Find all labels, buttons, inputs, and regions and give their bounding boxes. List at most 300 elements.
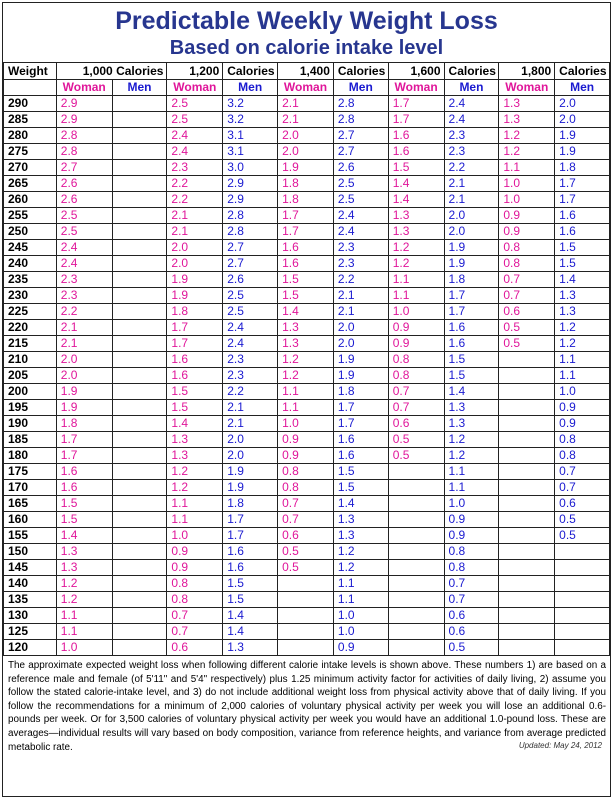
weight-cell: 195: [4, 400, 57, 416]
men-cell: 2.5: [223, 288, 278, 304]
woman-cell: 0.7: [388, 400, 444, 416]
men-cell: 2.1: [333, 288, 388, 304]
woman-cell: 2.5: [56, 224, 112, 240]
men-cell: 1.6: [444, 336, 499, 352]
weight-cell: 220: [4, 320, 57, 336]
woman-cell: 1.5: [167, 400, 223, 416]
men-cell: [112, 256, 167, 272]
woman-cell: [388, 624, 444, 640]
woman-cell: [499, 576, 555, 592]
men-cell: 2.1: [223, 400, 278, 416]
woman-cell: [278, 576, 334, 592]
table-row: [4, 128, 610, 144]
men-cell: [555, 592, 610, 608]
woman-cell: 0.9: [499, 224, 555, 240]
men-cell: [112, 160, 167, 176]
woman-cell: 1.3: [388, 224, 444, 240]
table-row: [4, 592, 610, 608]
men-cell: 0.6: [444, 608, 499, 624]
woman-header: Woman: [278, 80, 334, 96]
men-cell: 1.8: [333, 384, 388, 400]
men-cell: 2.2: [223, 384, 278, 400]
woman-cell: 1.7: [388, 96, 444, 112]
woman-cell: [499, 480, 555, 496]
men-cell: [112, 608, 167, 624]
men-cell: [112, 400, 167, 416]
woman-cell: 2.3: [167, 160, 223, 176]
woman-cell: 1.4: [56, 528, 112, 544]
woman-cell: 1.3: [499, 112, 555, 128]
men-header: Men: [112, 80, 167, 96]
woman-cell: 1.3: [388, 208, 444, 224]
men-cell: 0.8: [444, 544, 499, 560]
men-cell: [112, 96, 167, 112]
men-cell: 1.1: [555, 368, 610, 384]
woman-cell: 1.9: [278, 160, 334, 176]
table-row: [4, 256, 610, 272]
men-cell: 0.8: [555, 448, 610, 464]
woman-cell: 1.5: [167, 384, 223, 400]
men-cell: 1.6: [444, 320, 499, 336]
woman-cell: [278, 608, 334, 624]
men-cell: 1.5: [333, 464, 388, 480]
woman-cell: [278, 640, 334, 656]
woman-cell: 2.0: [278, 128, 334, 144]
table-row: [4, 416, 610, 432]
woman-cell: 1.6: [56, 464, 112, 480]
woman-cell: 1.6: [388, 128, 444, 144]
woman-cell: 1.5: [278, 272, 334, 288]
men-cell: 1.1: [333, 576, 388, 592]
men-cell: 1.1: [444, 464, 499, 480]
men-cell: [555, 544, 610, 560]
woman-cell: 2.8: [56, 144, 112, 160]
weight-cell: 120: [4, 640, 57, 656]
woman-cell: 0.9: [278, 432, 334, 448]
men-cell: 2.1: [223, 416, 278, 432]
men-cell: 0.9: [555, 400, 610, 416]
men-cell: 2.0: [444, 208, 499, 224]
woman-header: Woman: [499, 80, 555, 96]
woman-cell: 1.5: [278, 288, 334, 304]
woman-cell: 1.3: [56, 560, 112, 576]
woman-cell: [388, 480, 444, 496]
men-cell: 1.3: [555, 304, 610, 320]
woman-cell: 1.3: [278, 320, 334, 336]
men-cell: [112, 464, 167, 480]
men-cell: 1.5: [555, 256, 610, 272]
men-cell: 1.7: [333, 416, 388, 432]
woman-cell: 2.6: [56, 176, 112, 192]
men-cell: [555, 624, 610, 640]
woman-cell: 0.6: [278, 528, 334, 544]
men-cell: 3.1: [223, 128, 278, 144]
men-cell: 1.5: [444, 352, 499, 368]
table-row: [4, 560, 610, 576]
weight-cell: 150: [4, 544, 57, 560]
table-row: [4, 144, 610, 160]
weight-cell: 290: [4, 96, 57, 112]
men-cell: 2.5: [223, 304, 278, 320]
woman-cell: 2.2: [167, 192, 223, 208]
men-cell: [112, 176, 167, 192]
level-header: 1,200: [167, 63, 223, 80]
table-row: [4, 112, 610, 128]
level-header: 1,800: [499, 63, 555, 80]
men-cell: 1.4: [555, 272, 610, 288]
table-row: [4, 208, 610, 224]
men-cell: 1.4: [223, 608, 278, 624]
woman-cell: [499, 384, 555, 400]
table-row: [4, 336, 610, 352]
men-cell: 2.7: [333, 144, 388, 160]
men-cell: 1.4: [333, 496, 388, 512]
woman-cell: 2.1: [278, 96, 334, 112]
woman-cell: 1.0: [56, 640, 112, 656]
woman-cell: 0.6: [167, 640, 223, 656]
men-cell: [112, 128, 167, 144]
woman-cell: 1.2: [56, 576, 112, 592]
woman-cell: [388, 640, 444, 656]
men-cell: 1.2: [555, 336, 610, 352]
woman-cell: 2.7: [56, 160, 112, 176]
weight-cell: 145: [4, 560, 57, 576]
weight-cell: 280: [4, 128, 57, 144]
men-cell: 1.8: [444, 272, 499, 288]
men-cell: [555, 608, 610, 624]
men-cell: [112, 112, 167, 128]
men-cell: 2.2: [333, 272, 388, 288]
table-row: [4, 96, 610, 112]
men-cell: 1.7: [444, 304, 499, 320]
table-row: [4, 576, 610, 592]
weight-cell: 215: [4, 336, 57, 352]
woman-cell: 1.7: [388, 112, 444, 128]
woman-cell: 2.3: [56, 288, 112, 304]
men-cell: 1.7: [223, 512, 278, 528]
woman-cell: 0.5: [388, 448, 444, 464]
weight-cell: 185: [4, 432, 57, 448]
men-cell: [555, 560, 610, 576]
page-subtitle: Based on calorie intake level: [169, 37, 444, 59]
men-cell: 0.6: [555, 496, 610, 512]
weight-loss-table: [3, 62, 610, 656]
men-cell: [112, 240, 167, 256]
men-cell: [112, 480, 167, 496]
weight-loss-sheet: [2, 2, 611, 797]
woman-cell: 2.4: [56, 256, 112, 272]
men-cell: [112, 544, 167, 560]
men-cell: 2.8: [223, 224, 278, 240]
weight-header: Weight: [4, 63, 57, 80]
men-cell: 1.1: [555, 352, 610, 368]
woman-cell: [388, 592, 444, 608]
woman-cell: 1.3: [278, 336, 334, 352]
men-cell: 1.1: [444, 480, 499, 496]
men-cell: [112, 304, 167, 320]
table-row: [4, 320, 610, 336]
woman-header: Woman: [56, 80, 112, 96]
woman-cell: 1.9: [56, 400, 112, 416]
woman-cell: 0.5: [499, 336, 555, 352]
men-cell: 2.0: [223, 432, 278, 448]
men-cell: 1.7: [333, 400, 388, 416]
woman-cell: 0.7: [499, 272, 555, 288]
men-cell: 1.1: [333, 592, 388, 608]
men-cell: 1.9: [555, 144, 610, 160]
men-header: Men: [444, 80, 499, 96]
weight-cell: 275: [4, 144, 57, 160]
table-row: [4, 496, 610, 512]
page-title: Predictable Weekly Weight Loss: [115, 7, 498, 35]
woman-cell: 2.0: [167, 240, 223, 256]
woman-header: Woman: [167, 80, 223, 96]
woman-cell: [278, 624, 334, 640]
woman-cell: 1.6: [388, 144, 444, 160]
table-row: [4, 304, 610, 320]
men-cell: 1.9: [333, 352, 388, 368]
woman-cell: [388, 496, 444, 512]
men-cell: [112, 224, 167, 240]
men-cell: [112, 448, 167, 464]
weight-cell: 200: [4, 384, 57, 400]
woman-cell: 0.5: [499, 320, 555, 336]
table-row: [4, 464, 610, 480]
men-cell: [112, 192, 167, 208]
weight-cell: 285: [4, 112, 57, 128]
men-cell: 1.3: [444, 400, 499, 416]
weight-cell: 165: [4, 496, 57, 512]
level-header: 1,000 Calories: [56, 63, 167, 80]
men-cell: [112, 320, 167, 336]
men-cell: 1.9: [444, 256, 499, 272]
men-cell: 0.6: [444, 624, 499, 640]
woman-cell: 2.2: [56, 304, 112, 320]
woman-cell: 1.3: [56, 544, 112, 560]
woman-cell: 1.7: [278, 208, 334, 224]
men-cell: 1.0: [555, 384, 610, 400]
table-row: [4, 432, 610, 448]
weight-cell: 180: [4, 448, 57, 464]
men-cell: 2.1: [444, 176, 499, 192]
men-cell: 1.0: [333, 608, 388, 624]
men-cell: 1.2: [333, 560, 388, 576]
woman-cell: [499, 416, 555, 432]
level-header: Calories: [444, 63, 499, 80]
woman-cell: 0.8: [388, 352, 444, 368]
weight-cell: 130: [4, 608, 57, 624]
woman-cell: 1.6: [167, 368, 223, 384]
woman-cell: 1.8: [278, 192, 334, 208]
men-cell: 2.8: [333, 96, 388, 112]
men-cell: 2.4: [333, 208, 388, 224]
men-cell: 2.5: [333, 192, 388, 208]
men-cell: 1.5: [223, 576, 278, 592]
men-cell: 1.2: [444, 432, 499, 448]
woman-cell: 1.1: [56, 608, 112, 624]
woman-cell: 1.5: [56, 512, 112, 528]
table-row: [4, 448, 610, 464]
men-header: Men: [223, 80, 278, 96]
men-cell: 1.9: [223, 464, 278, 480]
men-cell: 2.3: [223, 352, 278, 368]
men-cell: 2.7: [333, 128, 388, 144]
weight-cell: 175: [4, 464, 57, 480]
woman-cell: [278, 592, 334, 608]
woman-cell: 1.3: [167, 432, 223, 448]
woman-cell: 1.2: [499, 144, 555, 160]
men-cell: 2.4: [444, 112, 499, 128]
men-cell: 1.7: [555, 176, 610, 192]
woman-cell: 2.0: [56, 352, 112, 368]
men-cell: [112, 576, 167, 592]
men-cell: 3.0: [223, 160, 278, 176]
woman-cell: 1.2: [167, 464, 223, 480]
woman-cell: [499, 368, 555, 384]
woman-cell: 1.1: [56, 624, 112, 640]
men-cell: [112, 592, 167, 608]
woman-cell: 2.4: [56, 240, 112, 256]
men-cell: 3.1: [223, 144, 278, 160]
men-cell: 1.5: [223, 592, 278, 608]
woman-cell: [388, 608, 444, 624]
weight-header-blank: [4, 80, 57, 96]
men-cell: 2.3: [223, 368, 278, 384]
men-cell: 1.8: [555, 160, 610, 176]
men-cell: [112, 272, 167, 288]
weight-cell: 160: [4, 512, 57, 528]
men-cell: 2.7: [223, 256, 278, 272]
men-cell: 1.3: [333, 528, 388, 544]
weight-cell: 210: [4, 352, 57, 368]
men-cell: 2.1: [333, 304, 388, 320]
woman-cell: 0.7: [278, 512, 334, 528]
men-cell: [112, 384, 167, 400]
men-cell: [112, 352, 167, 368]
woman-cell: [499, 640, 555, 656]
woman-cell: 0.7: [167, 624, 223, 640]
woman-header: Woman: [388, 80, 444, 96]
men-cell: [112, 624, 167, 640]
woman-cell: 0.6: [499, 304, 555, 320]
woman-cell: 1.2: [278, 368, 334, 384]
men-cell: 3.2: [223, 96, 278, 112]
woman-cell: [499, 400, 555, 416]
woman-cell: 1.6: [56, 480, 112, 496]
men-cell: 1.0: [444, 496, 499, 512]
woman-cell: 1.9: [167, 272, 223, 288]
men-header: Men: [555, 80, 610, 96]
weight-cell: 230: [4, 288, 57, 304]
men-cell: 1.6: [223, 544, 278, 560]
woman-cell: [499, 560, 555, 576]
level-header: Calories: [333, 63, 388, 80]
woman-cell: 1.2: [56, 592, 112, 608]
woman-cell: 2.5: [167, 96, 223, 112]
men-cell: [112, 512, 167, 528]
woman-cell: 0.9: [388, 336, 444, 352]
woman-cell: 1.8: [56, 416, 112, 432]
men-cell: 0.7: [555, 464, 610, 480]
men-cell: 2.2: [444, 160, 499, 176]
men-cell: 0.8: [555, 432, 610, 448]
men-cell: 1.4: [223, 624, 278, 640]
men-cell: 2.7: [223, 240, 278, 256]
men-cell: [112, 288, 167, 304]
men-cell: [112, 640, 167, 656]
woman-cell: 2.1: [56, 320, 112, 336]
table-row: [4, 176, 610, 192]
men-cell: 1.6: [333, 448, 388, 464]
level-header: 1,400: [278, 63, 334, 80]
woman-cell: 1.2: [167, 480, 223, 496]
woman-cell: [499, 464, 555, 480]
woman-cell: 1.1: [388, 288, 444, 304]
men-cell: 1.2: [333, 544, 388, 560]
men-cell: 2.9: [223, 176, 278, 192]
men-cell: 0.9: [444, 528, 499, 544]
men-cell: 1.9: [333, 368, 388, 384]
men-cell: 1.5: [333, 480, 388, 496]
men-cell: 1.6: [223, 560, 278, 576]
men-cell: 0.7: [444, 576, 499, 592]
men-cell: 0.9: [444, 512, 499, 528]
weight-cell: 255: [4, 208, 57, 224]
woman-cell: [499, 512, 555, 528]
table-row: [4, 608, 610, 624]
table-row: [4, 368, 610, 384]
men-cell: 2.0: [223, 448, 278, 464]
woman-cell: 1.7: [167, 320, 223, 336]
table-row: [4, 240, 610, 256]
weight-cell: 260: [4, 192, 57, 208]
table-row: [4, 512, 610, 528]
woman-cell: 0.7: [167, 608, 223, 624]
men-cell: [112, 144, 167, 160]
woman-cell: 2.1: [278, 112, 334, 128]
men-cell: 2.0: [555, 112, 610, 128]
woman-cell: 2.3: [56, 272, 112, 288]
woman-cell: 1.6: [278, 240, 334, 256]
woman-cell: 1.2: [388, 240, 444, 256]
men-cell: 1.3: [555, 288, 610, 304]
men-cell: [555, 640, 610, 656]
woman-cell: 1.0: [499, 176, 555, 192]
woman-cell: 2.9: [56, 112, 112, 128]
woman-cell: 1.1: [499, 160, 555, 176]
footnote: [3, 656, 610, 755]
woman-cell: [499, 528, 555, 544]
woman-cell: 1.4: [388, 192, 444, 208]
table-row: [4, 352, 610, 368]
men-cell: 1.6: [555, 208, 610, 224]
woman-cell: 1.7: [56, 448, 112, 464]
title-block: [3, 3, 610, 62]
men-cell: 0.5: [555, 512, 610, 528]
updated-date: Updated: May 24, 2012: [518, 741, 602, 751]
weight-cell: 190: [4, 416, 57, 432]
men-cell: 1.7: [223, 528, 278, 544]
weight-cell: 240: [4, 256, 57, 272]
table-row: [4, 624, 610, 640]
table-row: [4, 528, 610, 544]
weight-cell: 170: [4, 480, 57, 496]
woman-cell: 1.1: [167, 496, 223, 512]
woman-cell: 2.5: [56, 208, 112, 224]
woman-cell: 1.0: [388, 304, 444, 320]
woman-cell: 1.2: [499, 128, 555, 144]
men-cell: 2.4: [444, 96, 499, 112]
